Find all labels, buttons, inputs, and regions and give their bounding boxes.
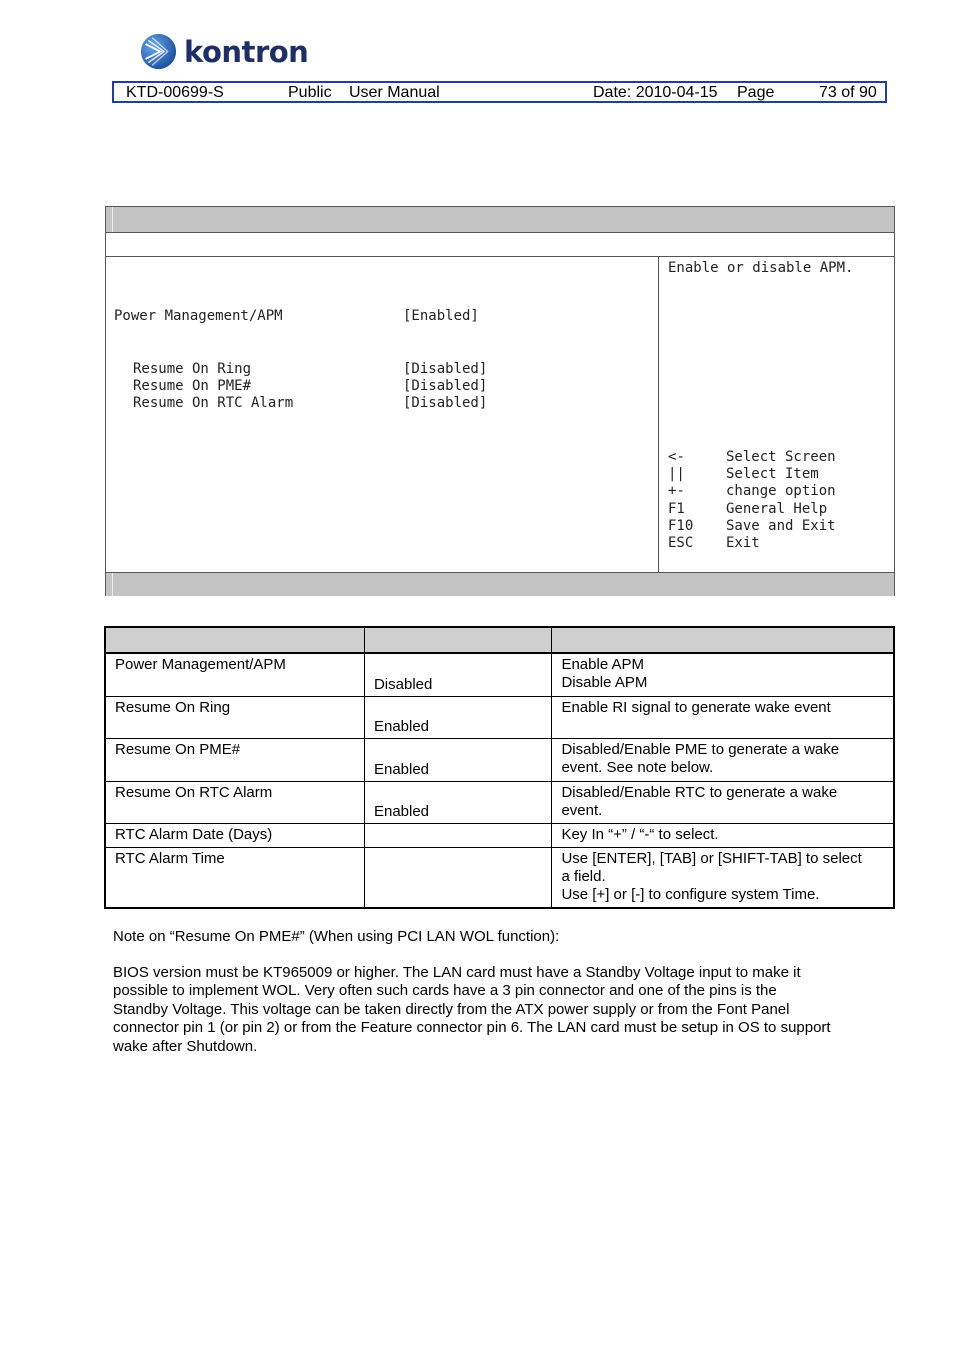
kontron-globe-icon bbox=[140, 33, 177, 70]
bios-key: || bbox=[668, 466, 685, 482]
table-row bbox=[105, 696, 894, 738]
bios-subtitle-bar bbox=[106, 233, 894, 257]
doc-type: User Manual bbox=[349, 84, 440, 101]
option-value: Disabled bbox=[373, 675, 433, 693]
bios-item-value[interactable]: [Disabled] bbox=[403, 361, 488, 377]
description-line: Disabled/Enable PME to generate a wake bbox=[561, 740, 840, 758]
option-cell bbox=[364, 696, 551, 738]
description-line: Disable APM bbox=[561, 674, 648, 691]
bios-help-panel bbox=[660, 257, 894, 572]
option-cell bbox=[364, 847, 551, 908]
table-header-cell bbox=[105, 627, 364, 653]
description-line: Key In “+” / “-“ to select. bbox=[561, 825, 719, 843]
bios-key: F1 bbox=[668, 501, 685, 517]
feature-cell: Power Management/APM bbox=[105, 653, 364, 696]
document-header bbox=[112, 81, 887, 103]
table-row bbox=[105, 738, 894, 781]
note-body bbox=[113, 964, 893, 1056]
bios-key: <- bbox=[668, 449, 685, 465]
table-row bbox=[105, 653, 894, 696]
description-cell bbox=[552, 823, 894, 847]
description-cell bbox=[552, 847, 894, 908]
description-line: Enable APM bbox=[561, 656, 645, 673]
bios-item-label[interactable]: Resume On RTC Alarm bbox=[133, 395, 294, 411]
description-cell bbox=[552, 738, 894, 781]
table-row bbox=[105, 781, 894, 823]
option-cell bbox=[364, 653, 551, 696]
page-number: 73 of 90 bbox=[819, 84, 877, 101]
bios-key: +- bbox=[668, 483, 685, 499]
note-line: possible to implement WOL. Very often such cards have a 3 pin connector and one of the pins is the bbox=[113, 982, 777, 1000]
bios-status-bar bbox=[106, 572, 894, 596]
bios-key: ESC bbox=[668, 535, 694, 551]
bios-key-action: Save and Exit bbox=[726, 518, 836, 534]
bios-options-table bbox=[104, 626, 895, 909]
description-cell bbox=[552, 653, 894, 696]
page-label: Page bbox=[737, 84, 775, 101]
table-header-row bbox=[105, 627, 894, 653]
description-cell bbox=[552, 781, 894, 823]
feature-cell: Resume On Ring bbox=[105, 696, 364, 738]
option-cell bbox=[364, 823, 551, 847]
bios-screen bbox=[105, 206, 895, 596]
bios-item-value[interactable]: [Disabled] bbox=[403, 378, 488, 394]
option-cell bbox=[364, 738, 551, 781]
description-cell bbox=[552, 696, 894, 738]
description-line: Use [ENTER], [TAB] or [SHIFT-TAB] to select bbox=[561, 849, 862, 867]
bios-item-value[interactable]: [Enabled] bbox=[403, 308, 479, 324]
option-cell bbox=[364, 781, 551, 823]
note-line: BIOS version must be KT965009 or higher. The LAN card must have a Standby Voltage input to make it bbox=[113, 964, 801, 981]
feature-cell: Resume On PME# bbox=[105, 738, 364, 781]
table-header-cell bbox=[364, 627, 551, 653]
note-line: wake after Shutdown. bbox=[113, 1037, 258, 1055]
table-header-cell bbox=[552, 627, 894, 653]
option-value: Enabled bbox=[373, 802, 430, 820]
bios-title-bar bbox=[106, 207, 894, 233]
doc-id: KTD-00699-S bbox=[126, 84, 224, 101]
note-line: Standby Voltage. This voltage can be taken directly from the ATX power supply or from the Font Panel bbox=[113, 1000, 790, 1018]
bios-key-action: Exit bbox=[726, 535, 760, 551]
bios-item-label[interactable]: Resume On PME# bbox=[133, 378, 252, 394]
kontron-wordmark: kontron bbox=[184, 35, 309, 69]
description-line: a field. bbox=[561, 867, 606, 885]
bios-key-action: General Help bbox=[726, 501, 828, 517]
description-line: event. bbox=[561, 801, 603, 819]
option-value: Enabled bbox=[373, 760, 430, 778]
option-value: Enabled bbox=[373, 717, 430, 735]
bios-key-action: Select Screen bbox=[726, 449, 836, 465]
table-row bbox=[105, 823, 894, 847]
bios-settings-panel bbox=[106, 257, 659, 572]
bios-item-value[interactable]: [Disabled] bbox=[403, 395, 488, 411]
description-line: event. See note below. bbox=[561, 758, 714, 776]
bios-item-label[interactable]: Power Management/APM bbox=[114, 308, 283, 324]
doc-classification: Public bbox=[288, 84, 332, 101]
note-heading: Note on “Resume On PME#” (When using PCI LAN WOL function): bbox=[113, 928, 560, 945]
description-line: Use [+] or [-] to configure system Time. bbox=[561, 885, 820, 903]
description-line: Disabled/Enable RTC to generate a wake bbox=[561, 783, 838, 801]
description-line: Enable RI signal to generate wake event bbox=[561, 698, 831, 716]
feature-cell: RTC Alarm Date (Days) bbox=[105, 823, 364, 847]
feature-cell: Resume On RTC Alarm bbox=[105, 781, 364, 823]
bios-key: F10 bbox=[668, 518, 694, 534]
bios-key-action: change option bbox=[726, 483, 836, 499]
doc-date: Date: 2010-04-15 bbox=[593, 84, 718, 101]
bios-help-text: Enable or disable APM. bbox=[668, 260, 854, 276]
bios-key-action: Select Item bbox=[726, 466, 819, 482]
table-row bbox=[105, 847, 894, 908]
note-line: connector pin 1 (or pin 2) or from the Feature connector pin 6. The LAN card must be setup in OS to support bbox=[113, 1019, 831, 1037]
bios-item-label[interactable]: Resume On Ring bbox=[133, 361, 252, 377]
kontron-logo bbox=[140, 32, 330, 72]
feature-cell: RTC Alarm Time bbox=[105, 847, 364, 908]
